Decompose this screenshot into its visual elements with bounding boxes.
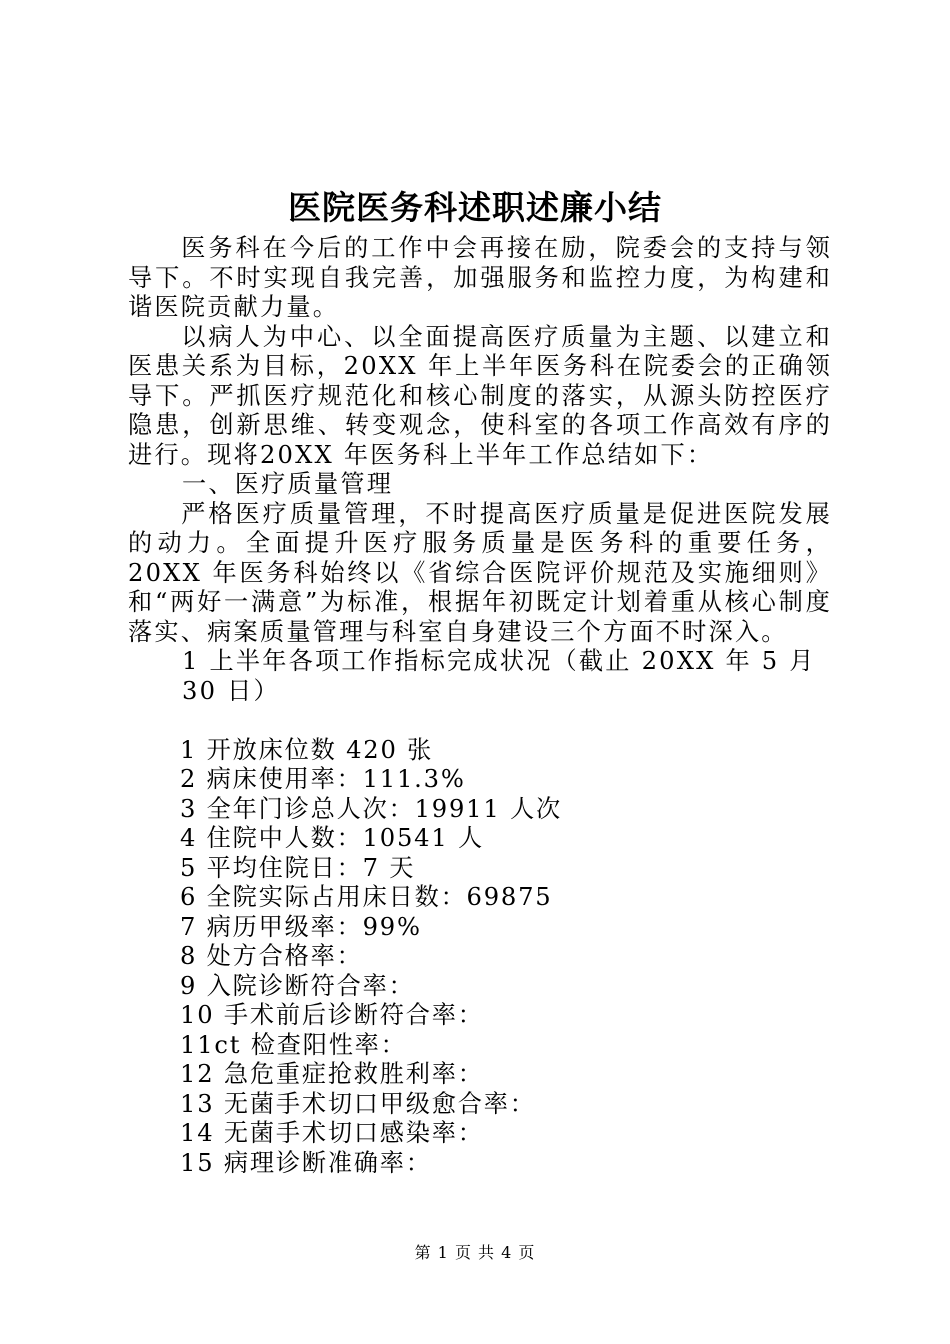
list-item: 6 全院实际占用床日数：69875 [180, 883, 553, 911]
list-item: 14 无菌手术切口感染率： [180, 1119, 484, 1147]
indicators-subheading: 1 上半年各项工作指标完成状况（截止 20XX 年 5 月 30 日） [182, 647, 816, 705]
document-title: 医院医务科述职述廉小结 [288, 188, 662, 227]
list-item: 3 全年门诊总人次：19911 人次 [180, 794, 562, 823]
list-item: 15 病理诊断准确率： [180, 1148, 432, 1177]
list-item: 10 手术前后诊断符合率： [180, 1001, 484, 1029]
list-item: 8 处方合格率： [180, 942, 363, 970]
list-item: 7 病历甲级率：99% [180, 912, 422, 941]
list-item: 5 平均住院日：7 天 [180, 853, 416, 882]
indicator-list [128, 736, 832, 1179]
page-footer: 第 1 页 共 4 页 [414, 1243, 536, 1262]
list-item: 2 病床使用率：111.3% [180, 765, 466, 793]
list-item: 12 急危重症抢救胜利率： [180, 1060, 484, 1088]
intro-paragraph: 医务科在今后的工作中会再接在励，院委会的支持与领导下。不时实现自我完善，加强服务和监控力度，为构建和谐医院贡献力量。 [128, 234, 832, 321]
list-item: 11ct 检查阳性率： [180, 1030, 407, 1059]
summary-paragraph: 以病人为中心、以全面提高医疗质量为主题、以建立和医患关系为目标，20XX 年上半年医务科在院委会的正确领导下。严抓医疗规范化和核心制度的落实，从源头防控医疗隐患，创新思维、转变观念，使科室的各项工作高效有序的进行。现将20XX 年医务科上半年工作总结如下： [128, 322, 832, 469]
list-item: 13 无菌手术切口甲级愈合率： [180, 1089, 536, 1118]
section-paragraph: 严格医疗质量管理，不时提高医疗质量是促进医院发展的动力。全面提升医疗服务质量是医务科的重要任务，20XX 年医务科始终以《省综合医院评价规范及实施细则》和“两好一满意”为标准，根据年初既定计划着重从核心制度落实、病案质量管理与科室自身建设三个方面不时深入。 [128, 499, 832, 646]
section-heading: 一、医疗质量管理 [182, 470, 394, 498]
document-body [128, 234, 832, 1178]
list-item: 9 入院诊断符合率： [180, 971, 415, 1000]
list-item: 1 开放床位数 420 张 [180, 735, 434, 764]
list-item: 4 住院中人数：10541 人 [180, 824, 485, 852]
blank-line [128, 706, 832, 736]
